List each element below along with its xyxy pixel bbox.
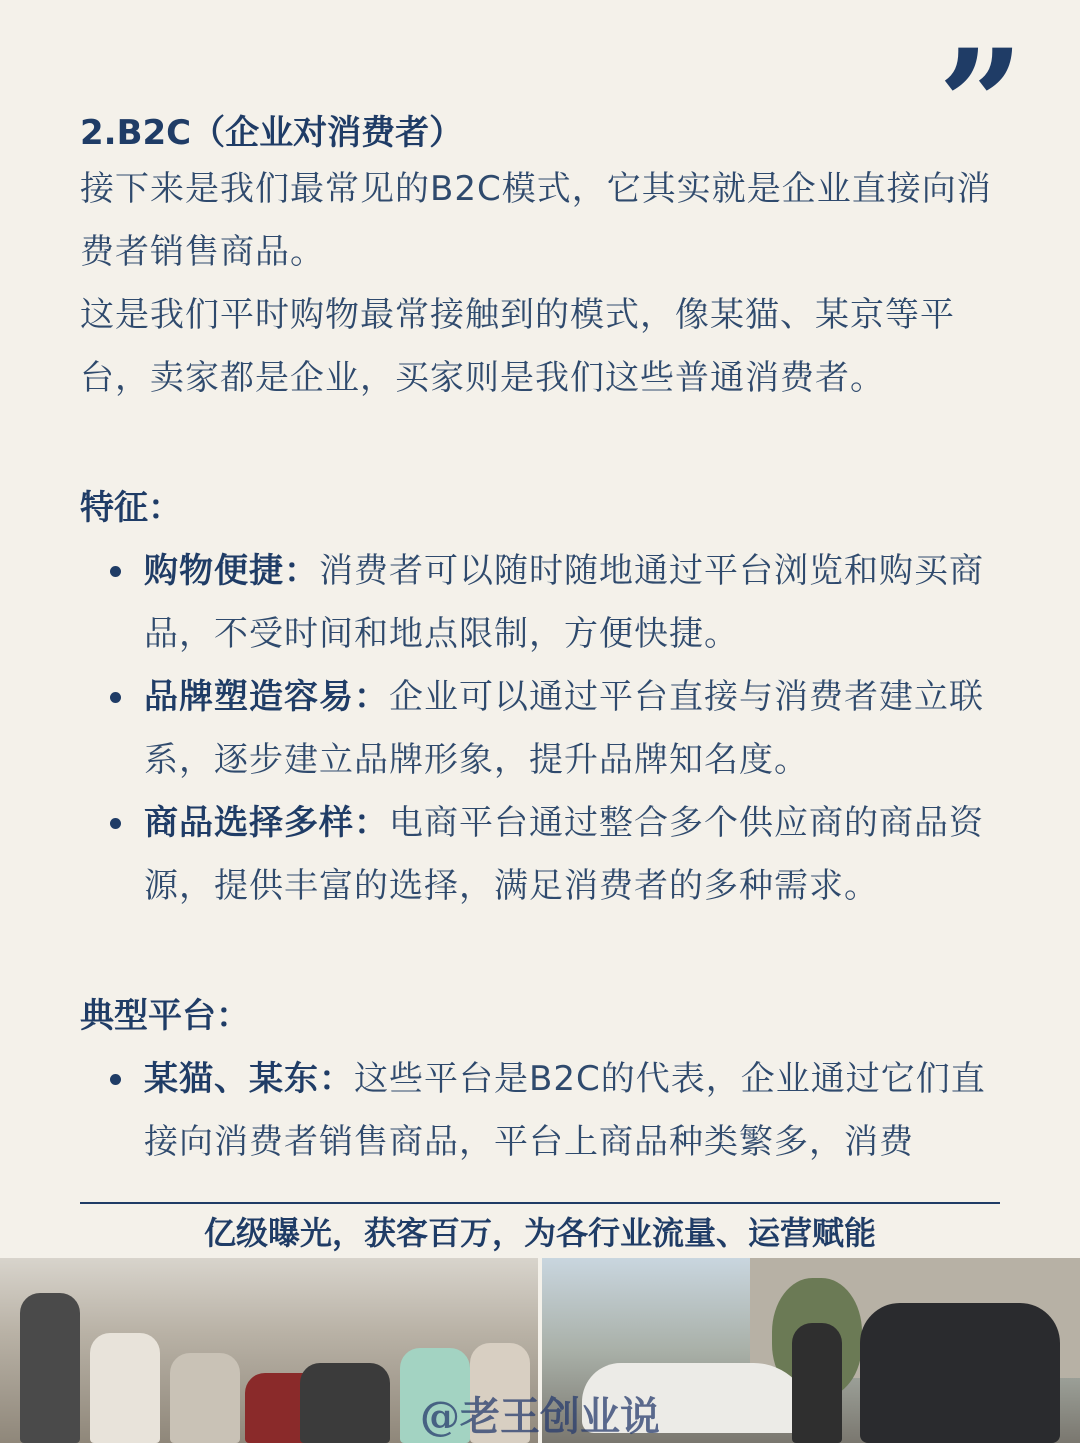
list-item <box>144 1048 1010 1174</box>
feature-text: 消费者可以随时随地通过平台浏览和购买商品，不受时间和地点限制，方便快捷。 <box>144 551 984 654</box>
list-item <box>144 792 1010 918</box>
intro-paragraph: 这是我们平时购物最常接触到的模式，像某猫、某京等平台，卖家都是企业，买家则是我们这些普通消费者。 <box>80 295 955 398</box>
article-content <box>80 108 1010 1174</box>
feature-label: 购物便捷： <box>144 551 319 591</box>
feature-text: 电商平台通过整合多个供应商的商品资源，提供丰富的选择，满足消费者的多种需求。 <box>144 803 984 906</box>
quote-mark-icon: ” <box>937 17 1024 193</box>
platforms-title: 典型平台： <box>80 996 250 1036</box>
spacer <box>80 410 1010 477</box>
spacer <box>80 918 1010 985</box>
feature-label: 品牌塑造容易： <box>144 677 389 717</box>
feature-text: 企业可以通过平台直接与消费者建立联系，逐步建立品牌形象，提升品牌知名度。 <box>144 677 984 780</box>
platforms-list <box>80 1048 1010 1174</box>
features-list <box>80 540 1010 918</box>
section-heading: 2.B2C（企业对消费者） <box>80 113 464 153</box>
intro-paragraph: 接下来是我们最常见的B2C模式，它其实就是企业直接向消费者销售商品。 <box>80 169 992 272</box>
feature-label: 商品选择多样： <box>144 803 389 843</box>
platform-label: 某猫、某东： <box>144 1059 354 1099</box>
features-title: 特征： <box>80 488 182 528</box>
watermark-text: @老王创业说 <box>420 1393 660 1440</box>
list-item <box>144 540 1010 666</box>
footer-divider <box>80 1202 1000 1204</box>
platform-text: 这些平台是B2C的代表，企业通过它们直接向消费者销售商品，平台上商品种类繁多，消费 <box>144 1059 986 1162</box>
list-item <box>144 666 1010 792</box>
footer-slogan: 亿级曝光，获客百万，为各行业流量、运营赋能 <box>203 1214 876 1252</box>
